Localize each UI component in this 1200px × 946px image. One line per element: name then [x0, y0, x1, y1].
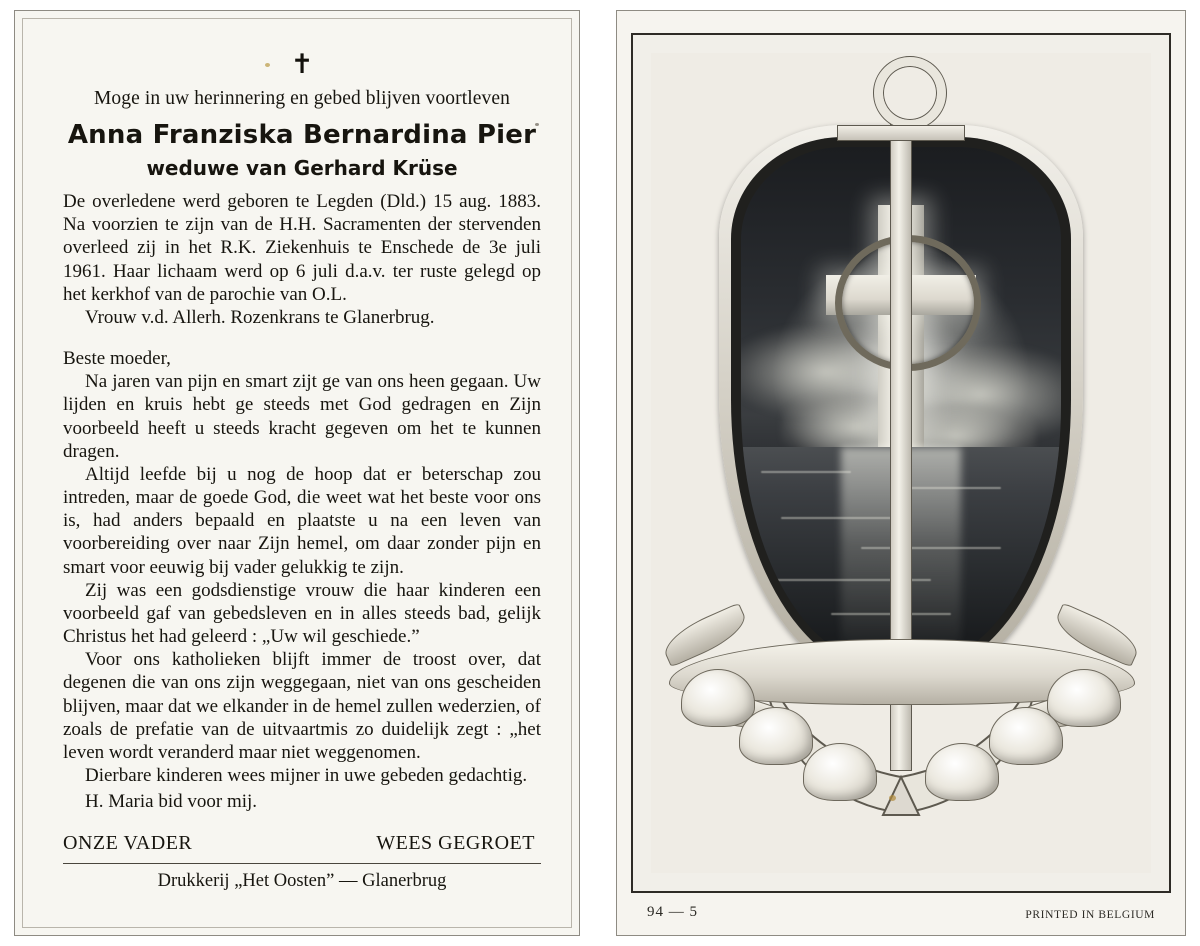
invocation-line: H. Maria bid voor mij. [85, 791, 258, 813]
printer-imprint: Drukkerij „Het Oosten” — Glanerbrug [157, 871, 447, 892]
letter-paragraph: Na jaren van pijn en smart zijt ge van ons heen gegaan. Uw lijden en kruis hebt ge steeds met God gedragen en Zijn voorbeeld heeft u steeds kracht gegeven om het te kunnen dragen. [63, 371, 541, 462]
printed-in-label: PRINTED IN BELGIUM [1025, 909, 1155, 921]
right-page-border [616, 10, 1186, 936]
letter-paragraph: Dierbare kinderen wees mijner in uwe gebeden gedachtig. [85, 765, 528, 787]
intro-line: Moge in uw herinnering en gebed blijven voortleven [93, 88, 510, 109]
paper-speck [889, 795, 896, 801]
flower [803, 743, 877, 801]
flower [989, 707, 1063, 765]
biography-block [63, 190, 541, 329]
holy-image [651, 53, 1151, 873]
illustration-footer [647, 904, 1155, 921]
left-page-border [14, 10, 580, 936]
illustration-frame [631, 33, 1171, 893]
biography-paragraph: Vrouw v.d. Allerh. Rozenkrans te Glanerbrug. [85, 306, 435, 328]
plate-number: 94 — 5 [647, 904, 698, 920]
flower [925, 743, 999, 801]
prayer-hail-mary: WEES GEGROET [376, 832, 535, 855]
flower [739, 707, 813, 765]
anchor-stock-icon [837, 125, 965, 141]
wave-ripple [861, 547, 1001, 549]
deceased-name: Anna Franziska Bernardina Pier [67, 120, 537, 150]
left-page-content [63, 51, 541, 897]
spacer [63, 333, 541, 347]
right-page [600, 0, 1200, 946]
letter-paragraph: Zij was een godsdienstige vrouw die haar kinderen een voorbeeld gaf van gebedsleven en in alles steeds bad, gelijk Christus het had geleerd : „Uw wil geschiede.” [63, 579, 541, 648]
flower [1047, 669, 1121, 727]
letter-paragraph: Altijd leefde bij u nog de hoop dat er beterschap zou intreden, maar de goede God, die weet wat het beste voor ons is, had anders bepaald en plaatste u na een leven van voorbereiding over naar Zijn hemel, om daar zonder pijn en smart voor eeuwig bij vader gelukkig te zijn. [63, 463, 541, 578]
prayer-our-father: ONZE VADER [63, 832, 193, 855]
flower [681, 669, 755, 727]
cross-icon: ✝ [290, 49, 314, 80]
letter-body [63, 347, 541, 787]
spouse-line: weduwe van Gerhard Krüse [146, 156, 458, 180]
letter-paragraph: Voor ons katholieken blijft immer de troost over, dat degenen die van ons zijn weggegaan, niet van ons gescheiden blijven, maar dat we elkander in de hemel zullen wederzien, of zoals de prefatie van de uitvaartmis zo duidelijk zegt : „het leven wordt veranderd maar niet weggenomen. [63, 649, 541, 763]
footer-divider [63, 863, 541, 864]
biography-paragraph: De overledene werd geboren te Legden (Dld.) 15 aug. 1883. Na voorzien te zijn van de H.H. Sacramenten der stervenden overleed zij in het R.K. Ziekenhuis te Enschede de 3e juli 1961. Haar lichaam werd op 6 juli d.a.v. ter ruste gelegd op het kerkhof van de parochie van O.L. [63, 191, 541, 305]
prayer-row [63, 832, 541, 855]
anchor-ring-icon [874, 57, 946, 129]
wave-ripple [761, 471, 851, 473]
letter-salutation: Beste moeder, [63, 348, 171, 370]
